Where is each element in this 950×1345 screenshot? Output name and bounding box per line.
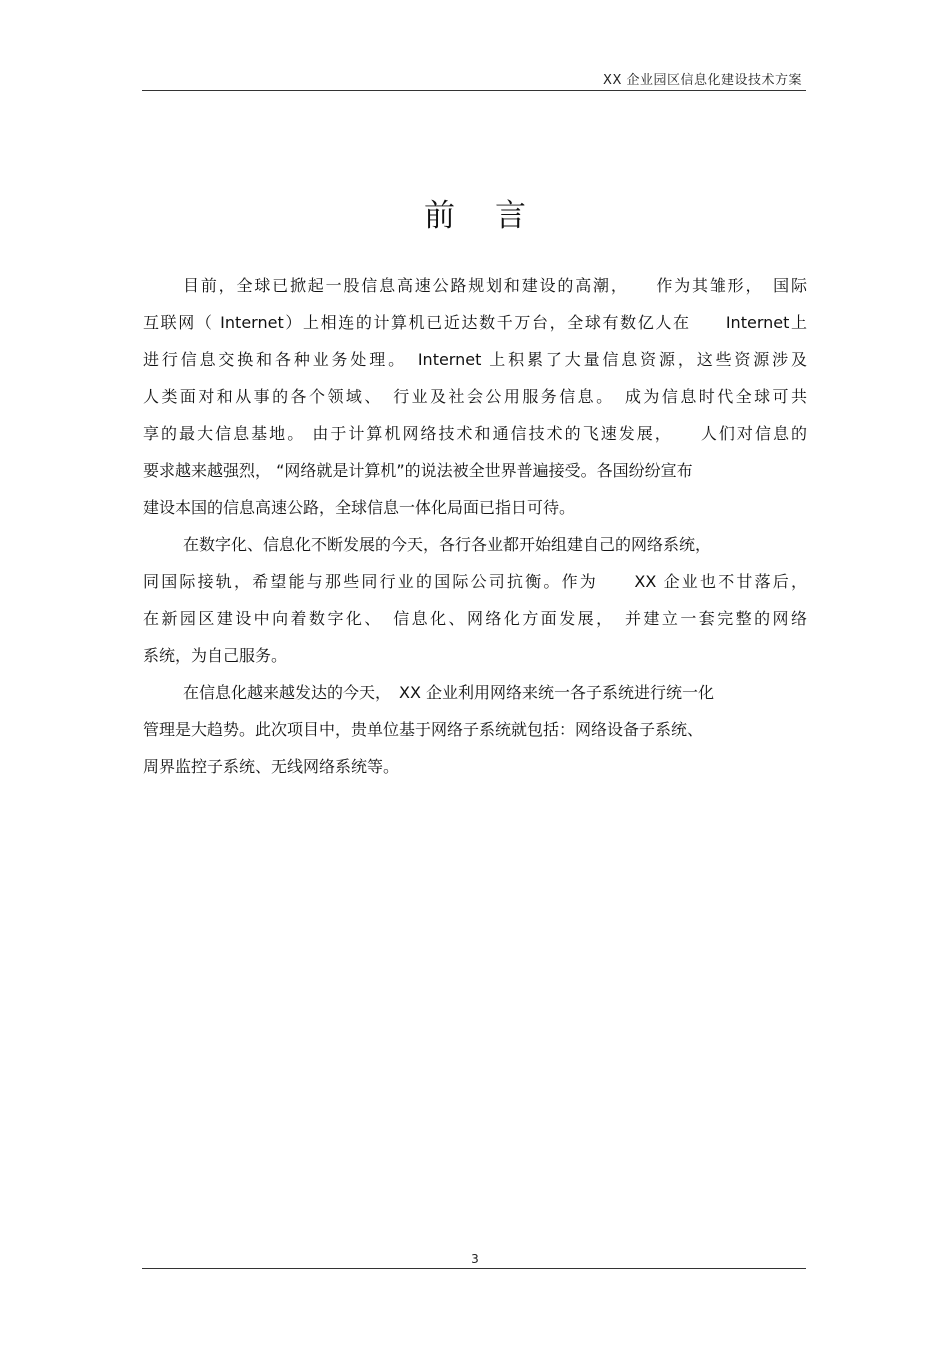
text-line: 人类面对和从事的各个领域、 行业及社会公用服务信息。 成为信息时代全球可共 (143, 387, 807, 406)
text-line: 在信息化越来越发达的今天， XX 企业利用网络来统一各子系统进行统一化 (183, 683, 715, 702)
title-char-2: 言 (495, 198, 526, 234)
footer-divider (142, 1268, 806, 1269)
header-divider (142, 90, 806, 91)
running-header: XX 企业园区信息化建设技术方案 (603, 73, 802, 88)
text-line: 进行信息交换和各种业务处理。 Internet 上积累了大量信息资源，这些资源涉及 (143, 350, 807, 369)
text-line: 在数字化、信息化不断发展的今天，各行各业都开始组建自己的网络系统， (183, 535, 712, 554)
text-line: 建设本国的信息高速公路，全球信息一体化局面已指日可待。 (143, 498, 576, 517)
text-line: 系统，为自己服务。 (143, 646, 288, 665)
text-line: 管理是大趋势。此次项目中，贵单位基于网络子系统就包括：网络设备子系统、 (143, 720, 704, 739)
text-line: 互联网（ Internet）上相连的计算机已近达数千万台，全球有数亿人在 Internet上 (143, 313, 807, 332)
document-body (143, 271, 807, 789)
text-line: 同国际接轨，希望能与那些同行业的国际公司抗衡。作为 XX 企业也不甘落后， (143, 572, 807, 591)
text-line: 要求越来越强烈， “网络就是计算机”的说法被全世界普遍接受。各国纷纷宣布 (143, 461, 693, 480)
text-line: 目前，全球已掀起一股信息高速公路规划和建设的高潮， 作为其雏形， 国际 (183, 276, 807, 295)
text-line: 在新园区建设中向着数字化、 信息化、网络化方面发展， 并建立一套完整的网络 (143, 609, 807, 628)
text-line: 享的最大信息基地。 由于计算机网络技术和通信技术的飞速发展， 人们对信息的 (143, 424, 807, 443)
page-number: 3 (471, 1252, 479, 1266)
text-line: 周界监控子系统、无线网络系统等。 (143, 757, 400, 776)
title-char-1: 前 (424, 198, 455, 234)
page-title (0, 190, 950, 235)
